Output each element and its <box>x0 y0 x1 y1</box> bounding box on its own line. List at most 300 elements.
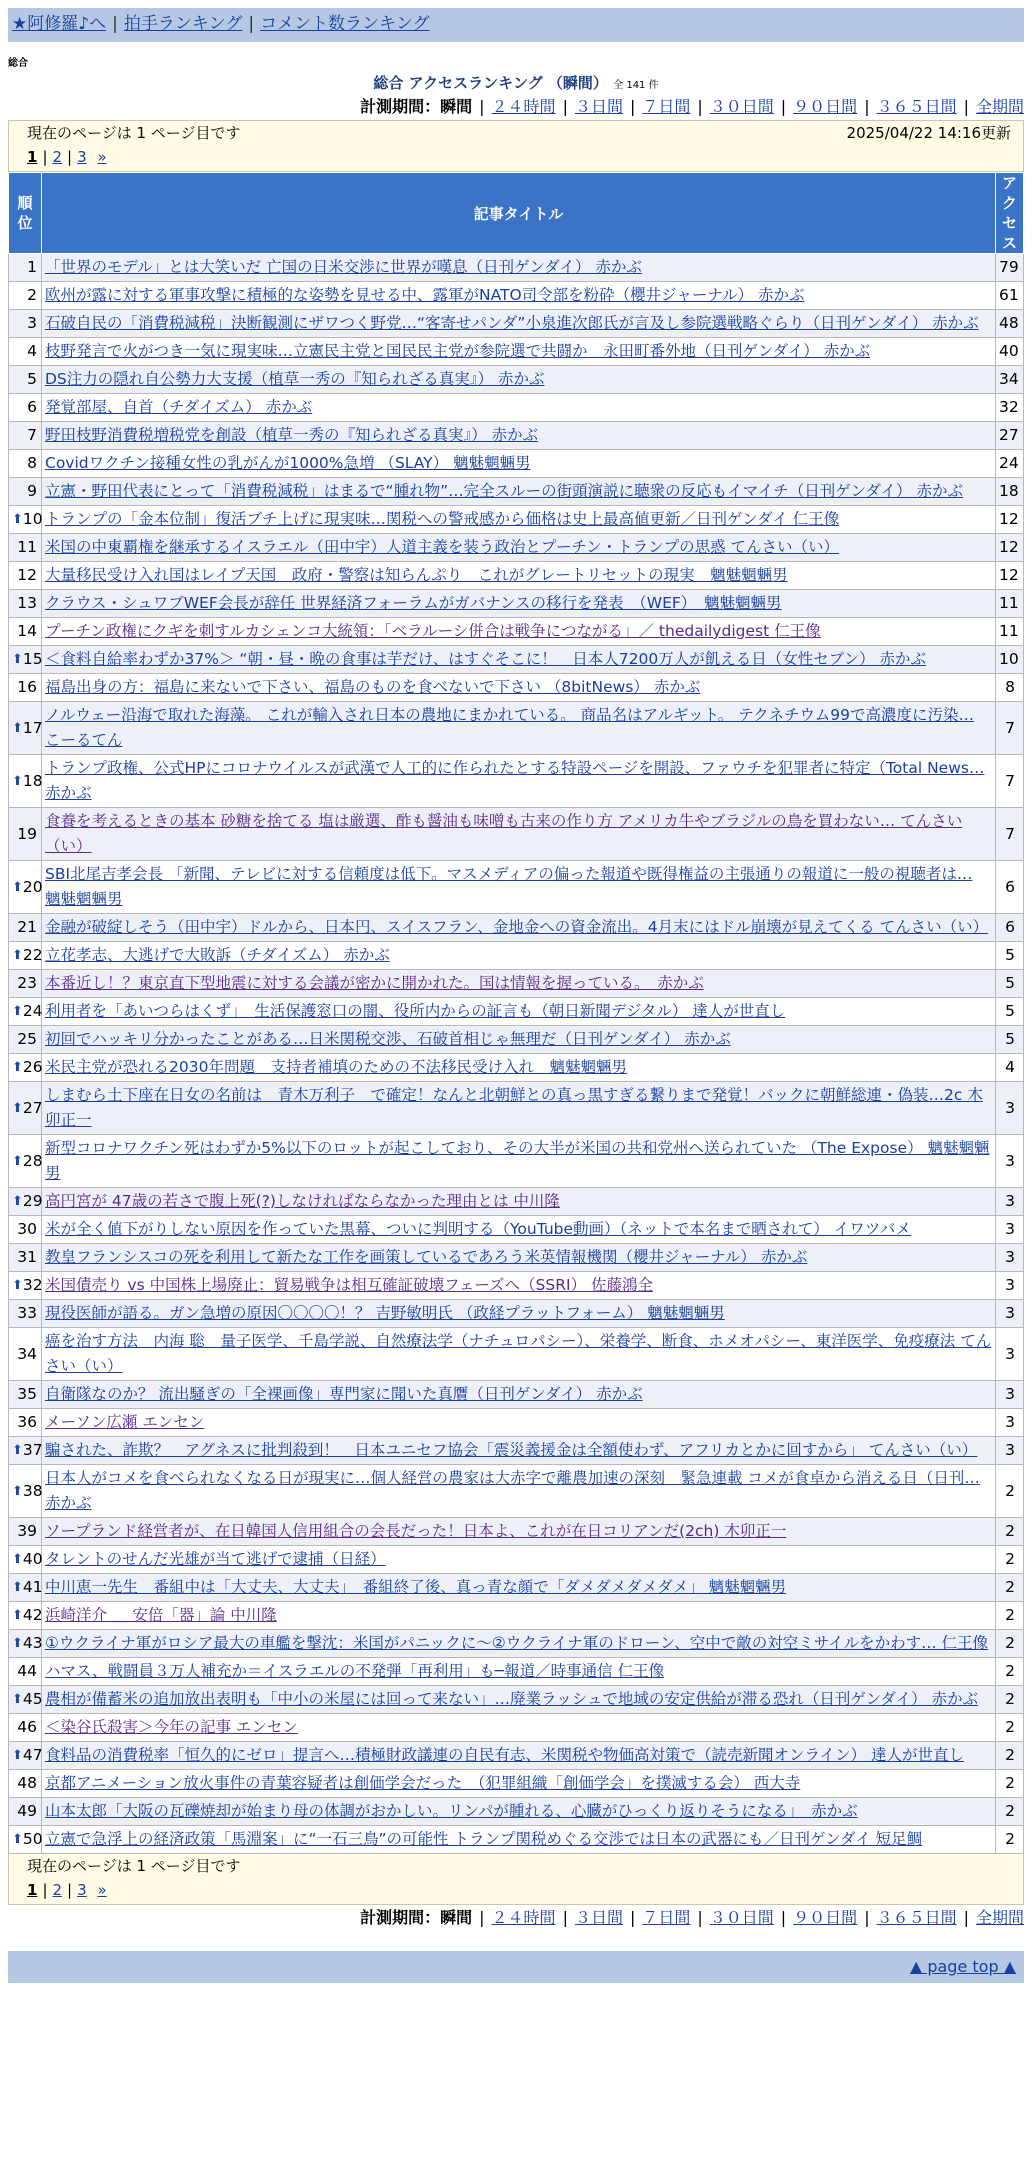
page-info-box-bottom <box>8 1854 1024 1905</box>
pager-separator: | <box>42 1881 48 1899</box>
rank-cell <box>9 254 42 282</box>
article-link[interactable]: ＜食料自給率わずか37%＞ “朝・昼・晩の食事は芋だけ、はすぐそこに！ 日本人7200万人が飢える日（女性セブン） 赤かぶ <box>45 650 927 668</box>
rank-cell <box>9 338 42 366</box>
period-separator: | <box>963 1908 969 1927</box>
up-arrow-icon: ⬆ <box>12 879 23 895</box>
access-count: 18 <box>996 478 1024 506</box>
article-link[interactable]: 中川恵一先生 番組中は「大丈夫、大丈夫」 番組終了後、真っ青な顔で「ダメダメダメダメ」 魑魅魍魎男 <box>45 1578 787 1596</box>
table-row <box>9 646 1024 674</box>
rank-cell <box>9 1465 42 1518</box>
up-arrow-icon: ⬆ <box>12 1483 23 1499</box>
table-row <box>9 562 1024 590</box>
title-cell <box>42 1244 996 1272</box>
rank-number: 1 <box>27 258 37 276</box>
article-link[interactable]: ＜染谷氏殺害＞今年の記事 エンセン <box>45 1718 298 1736</box>
up-arrow-icon: ⬆ <box>12 1278 23 1293</box>
article-link[interactable]: 自衛隊なのか？ 流出騒ぎの「全裸画像」専門家に聞いた真贋（日刊ゲンダイ） 赤かぶ <box>45 1385 643 1403</box>
period-separator: | <box>629 1908 636 1927</box>
period-link[interactable]: ３０日間 <box>709 97 774 116</box>
up-arrow-icon: ⬆ <box>12 1636 23 1651</box>
rank-cell <box>9 1272 42 1300</box>
article-link[interactable]: 米民主党が恐れる2030年問題 支持者補填のための不法移民受け入れ 魑魅魍魎男 <box>45 1058 627 1076</box>
title-cell <box>42 1742 996 1770</box>
access-count: 5 <box>996 942 1024 970</box>
article-link[interactable]: 新型コロナワクチン死はわずか5%以下のロットが起こしており、その大半が米国の共和党州へ送られていた （The Expose） 魑魅魍魎男 <box>45 1139 990 1182</box>
title-cell <box>42 366 996 394</box>
rank-cell <box>9 478 42 506</box>
title-cell <box>42 1272 996 1300</box>
title-cell <box>42 1798 996 1826</box>
title-cell <box>42 1381 996 1409</box>
rank-number: 9 <box>27 482 37 500</box>
table-row <box>9 808 1024 861</box>
rank-number: 34 <box>17 1344 37 1363</box>
up-arrow-icon: ⬆ <box>12 1153 23 1169</box>
access-count: 34 <box>996 366 1024 394</box>
title-cell <box>42 562 996 590</box>
pager-page-link[interactable]: 3 <box>77 148 87 166</box>
rank-cell <box>9 702 42 755</box>
rank-number: 42 <box>22 1606 43 1624</box>
table-row <box>9 1437 1024 1465</box>
rank-number: 10 <box>22 510 43 528</box>
period-separator: | <box>864 97 870 116</box>
access-count: 2 <box>996 1714 1024 1742</box>
rank-number: 26 <box>22 1058 43 1076</box>
article-link[interactable]: 欧州が露に対する軍事攻撃に積極的な姿勢を見せる中、露軍がNATO司令部を粉砕（櫻井ジャーナル） 赤かぶ <box>45 286 805 304</box>
title-cell <box>42 861 996 914</box>
article-link[interactable]: 米国債売り vs 中国株上場廃止：貿易戦争は相互確証破壊フェーズへ（SSRI） 佐藤鴻全 <box>45 1276 654 1294</box>
rank-cell <box>9 1714 42 1742</box>
table-row <box>9 1465 1024 1518</box>
title-cell <box>42 618 996 646</box>
article-link[interactable]: 高円宮が 47歳の若さで腹上死(?)しなければならなかった理由とは 中川隆 <box>45 1192 560 1210</box>
access-count: 27 <box>996 422 1024 450</box>
access-count: 3 <box>996 1437 1024 1465</box>
table-row <box>9 310 1024 338</box>
article-link[interactable]: DS注力の隠れ自公勢力大支援（植草一秀の『知られざる真実』） 赤かぶ <box>45 370 545 388</box>
up-arrow-icon: ⬆ <box>12 1004 23 1019</box>
article-link[interactable]: SBI北尾吉孝会長 「新聞、テレビに対する信頼度は低下。マスメディアの偏った報道や既得権益の主張通りの報道に一般の視聴者は… 魑魅魍魎男 <box>45 865 973 908</box>
article-link[interactable]: 農相が備蓄米の追加放出表明も「中小の米屋には回って来ない」…廃業ラッシュで地域の安定供給が滞る恐れ（日刊ゲンダイ） 赤かぶ <box>45 1690 979 1708</box>
access-count: 6 <box>996 914 1024 942</box>
article-link[interactable]: 立憲・野田代表にとって「消費税減税」はまるで“腫れ物”…完全スルーの街頭演説に聴衆の反応もイマイチ（日刊ゲンダイ） 赤かぶ <box>45 482 963 500</box>
rank-number: 50 <box>22 1830 43 1848</box>
access-count: 12 <box>996 534 1024 562</box>
rank-cell <box>9 861 42 914</box>
table-row <box>9 1026 1024 1054</box>
table-row <box>9 590 1024 618</box>
period-link[interactable]: ７日間 <box>642 97 691 116</box>
rank-number: 4 <box>27 342 37 360</box>
top-nav-bar <box>8 8 1024 42</box>
page-title-text: 総合 アクセスランキング （瞬間） <box>373 74 608 92</box>
up-arrow-icon: ⬆ <box>12 1608 23 1623</box>
access-count: 2 <box>996 1826 1024 1854</box>
pager-top <box>9 145 1023 171</box>
access-count: 24 <box>996 450 1024 478</box>
period-link[interactable]: ２４時間 <box>491 97 556 116</box>
table-row <box>9 1658 1024 1686</box>
access-count: 2 <box>996 1798 1024 1826</box>
period-label: 計測期間： <box>360 1908 441 1927</box>
access-count: 6 <box>996 861 1024 914</box>
rank-number: 38 <box>22 1481 43 1500</box>
pager-page-link[interactable]: 2 <box>52 1881 63 1899</box>
access-count: 3 <box>996 1082 1024 1135</box>
table-row <box>9 394 1024 422</box>
title-cell <box>42 1465 996 1518</box>
access-count: 7 <box>996 808 1024 861</box>
title-cell <box>42 282 996 310</box>
pager-separator: | <box>67 1881 73 1899</box>
rank-number: 32 <box>22 1276 43 1294</box>
rank-cell <box>9 422 42 450</box>
rank-number: 37 <box>22 1441 43 1459</box>
pager-next-link[interactable]: » <box>97 148 107 166</box>
access-header: アクセス <box>996 173 1024 254</box>
rank-cell <box>9 1546 42 1574</box>
up-arrow-icon: ⬆ <box>12 1580 23 1595</box>
rank-number: 27 <box>22 1098 43 1117</box>
article-link[interactable]: ソープランド経営者が、在日韓国人信用組合の会長だった！日本よ、これが在日コリアンだ(2ch) 木卯正一 <box>45 1522 787 1540</box>
rank-cell <box>9 1826 42 1854</box>
title-cell <box>42 1602 996 1630</box>
period-separator: | <box>479 1908 485 1927</box>
table-row <box>9 282 1024 310</box>
title-cell <box>42 534 996 562</box>
rank-number: 33 <box>17 1304 37 1322</box>
table-row <box>9 1135 1024 1188</box>
period-link[interactable]: ３０日間 <box>709 1908 774 1927</box>
table-row <box>9 1054 1024 1082</box>
table-row <box>9 1518 1024 1546</box>
rank-number: 40 <box>22 1550 43 1568</box>
rank-cell <box>9 366 42 394</box>
rank-cell <box>9 562 42 590</box>
access-count: 2 <box>996 1686 1024 1714</box>
access-count: 3 <box>996 1244 1024 1272</box>
period-link[interactable]: ３６５日間 <box>876 1908 957 1927</box>
pager-bottom <box>9 1878 1023 1904</box>
rank-cell <box>9 1328 42 1381</box>
article-link[interactable]: 福島出身の方：福島に来ないで下さい、福島のものを食べないで下さい （8bitNews） 赤かぶ <box>45 678 701 696</box>
title-cell <box>42 1328 996 1381</box>
article-link[interactable]: タレントのせんだ光雄が当て逃げで逮捕（日経） <box>45 1550 386 1568</box>
article-link[interactable]: 金融が破綻しそう（田中宇）ドルから、日本円、スイスフラン、金地金への資金流出。4月末にはドル崩壊が見えてくる てんさい（い） <box>45 918 989 936</box>
article-link[interactable]: 山本太郎「大阪の瓦礫焼却が始まり母の体調がおかしい。リンパが腫れる、心臓がひっくり返りそうになる」 赤かぶ <box>45 1802 858 1820</box>
table-row <box>9 422 1024 450</box>
pager-current-page: 1 <box>27 1881 38 1899</box>
page-title <box>0 72 1032 94</box>
period-separator: | <box>479 97 485 116</box>
pager-next-link[interactable]: » <box>97 1881 107 1899</box>
title-cell <box>42 254 996 282</box>
access-count: 79 <box>996 254 1024 282</box>
access-count: 3 <box>996 1409 1024 1437</box>
title-cell <box>42 590 996 618</box>
article-link[interactable]: トランプの「金本位制」復活ブチ上げに現実味…関税への警戒感から価格は史上最高値更新／日刊ゲンダイ 仁王像 <box>45 510 840 528</box>
rank-cell <box>9 1026 42 1054</box>
article-link[interactable]: 教皇フランシスコの死を利用して新たな工作を画策しているであろう米英情報機関（櫻井ジャーナル） 赤かぶ <box>45 1248 808 1266</box>
pager-page-link[interactable]: 2 <box>52 148 63 166</box>
table-row <box>9 1826 1024 1854</box>
table-row <box>9 1300 1024 1328</box>
table-row <box>9 1272 1024 1300</box>
period-link[interactable]: ３日間 <box>574 97 623 116</box>
access-count: 2 <box>996 1602 1024 1630</box>
title-cell <box>42 646 996 674</box>
access-count: 2 <box>996 1518 1024 1546</box>
rank-cell <box>9 1381 42 1409</box>
article-link[interactable]: 米が全く値下がりしない原因を作っていた黒幕、ついに判明する（YouTube動画）（ネットで本名まで晒されて） イワツバメ <box>45 1220 911 1238</box>
access-count: 5 <box>996 970 1024 998</box>
title-cell <box>42 914 996 942</box>
title-cell <box>42 1054 996 1082</box>
rank-number: 24 <box>22 1002 43 1020</box>
access-count: 7 <box>996 755 1024 808</box>
article-link[interactable]: 京都アニメーション放火事件の青葉容疑者は創価学会だった （犯罪組織「創価学会」を撲滅する会） 西大寺 <box>45 1774 801 1792</box>
table-row <box>9 618 1024 646</box>
rank-number: 23 <box>17 974 37 992</box>
article-link[interactable]: 食料品の消費税率「恒久的にゼロ」提言へ…積極財政議連の自民有志、米関税や物価高対策で（読売新聞オンライン） 達人が世直し <box>45 1746 964 1764</box>
rank-number: 29 <box>22 1192 43 1210</box>
rank-cell <box>9 1770 42 1798</box>
article-link[interactable]: 浜崎洋介 ＿ 安倍「器」論 中川隆 <box>45 1606 277 1624</box>
article-link[interactable]: メーソン広瀬 エンセン <box>45 1413 205 1431</box>
table-row <box>9 534 1024 562</box>
rank-number: 5 <box>27 370 37 388</box>
pager-page-link[interactable]: 3 <box>77 1881 87 1899</box>
table-row <box>9 1328 1024 1381</box>
article-link[interactable]: 利用者を「あいつらはくず」 生活保護窓口の闇、役所内からの証言も（朝日新聞デジタル） 達人が世直し <box>45 1002 786 1020</box>
pager-current-page: 1 <box>27 148 38 166</box>
bottom-bar <box>8 1951 1024 1983</box>
period-separator: | <box>562 1908 568 1927</box>
article-link[interactable]: 癌を治す方法 内海 聡 量子医学、千島学説、自然療法学（ナチュロパシー）、栄養学、断食、ホメオパシー、東洋医学、免疫療法 てんさい（い） <box>45 1332 992 1375</box>
page-top-link[interactable]: ▲ page top ▲ <box>909 1957 1016 1976</box>
nav-separator: | <box>248 14 255 34</box>
rank-cell <box>9 310 42 338</box>
rank-number: 46 <box>17 1718 37 1736</box>
article-link[interactable]: 立花孝志、大逃げで大敗訴（チダイズム） 赤かぶ <box>45 946 390 964</box>
rank-cell <box>9 1082 42 1135</box>
article-link[interactable]: 食養を考えるときの基本 砂糖を捨てる 塩は厳選、酢も醤油も味噌も古来の作り方 アメリカ牛やブラジルの鳥を買わない… てんさい（い） <box>45 812 963 855</box>
rank-cell <box>9 1658 42 1686</box>
period-link[interactable]: ３６５日間 <box>876 97 957 116</box>
clap-ranking-link[interactable]: 拍手ランキング <box>123 14 243 34</box>
section-label: 総合 <box>8 58 28 69</box>
article-link[interactable]: 野田枝野消費税増税党を創設（植草一秀の『知られざる真実』） 赤かぶ <box>45 426 539 444</box>
rank-number: 44 <box>17 1662 37 1680</box>
current-page-text: 現在のページは 1 ページ目です <box>27 124 241 142</box>
table-row <box>9 914 1024 942</box>
article-link[interactable]: クラウス・シュワブWEF会長が辞任 世界経済フォーラムがガバナンスの移行を発表 （WEF） 魑魅魍魎男 <box>45 594 782 612</box>
ranking-rows <box>9 254 1024 1854</box>
period-link[interactable]: ９０日間 <box>793 97 858 116</box>
rank-number: 7 <box>27 426 37 444</box>
period-link[interactable]: ９０日間 <box>793 1908 858 1927</box>
access-count: 3 <box>996 1272 1024 1300</box>
access-count: 32 <box>996 394 1024 422</box>
rank-cell <box>9 1742 42 1770</box>
up-arrow-icon: ⬆ <box>12 512 23 527</box>
rank-cell <box>9 618 42 646</box>
table-row <box>9 1798 1024 1826</box>
title-cell <box>42 1826 996 1854</box>
title-cell <box>42 1574 996 1602</box>
article-link[interactable]: 「世界のモデル」とは大笑いだ 亡国の日米交渉に世界が嘆息（日刊ゲンダイ） 赤かぶ <box>45 258 642 276</box>
rank-cell <box>9 1518 42 1546</box>
table-row <box>9 942 1024 970</box>
period-link[interactable]: ２４時間 <box>491 1908 556 1927</box>
table-row <box>9 755 1024 808</box>
access-count: 5 <box>996 1026 1024 1054</box>
access-count: 5 <box>996 998 1024 1026</box>
rank-number: 22 <box>22 946 43 964</box>
period-selector-bottom <box>0 1905 1032 1931</box>
article-link[interactable]: ノルウェー沿海で取れた海藻。 これが輸入され日本の農地にまかれている。 商品名はアルギット。 テクネチウム99で高濃度に汚染… こーるてん <box>45 706 975 749</box>
article-link[interactable]: 本番近し！？東京直下型地震に対する会議が密かに開かれた。国は情報を握っている。 赤かぶ <box>45 974 704 992</box>
rank-cell <box>9 1602 42 1630</box>
period-link[interactable]: ７日間 <box>642 1908 691 1927</box>
table-row <box>9 1244 1024 1272</box>
period-link[interactable]: 全期間 <box>975 1908 1024 1927</box>
title-header: 記事タイトル <box>42 173 996 254</box>
table-row <box>9 1216 1024 1244</box>
article-link[interactable]: 日本人がコメを食べられなくなる日が現実に…個人経営の農家は大赤字で離農加速の深刻 緊急連載 コメが食卓から消える日（日刊… 赤かぶ <box>45 1469 980 1512</box>
up-arrow-icon: ⬆ <box>12 1194 23 1209</box>
rank-number: 41 <box>22 1578 43 1596</box>
ranking-table <box>8 172 1024 1854</box>
up-arrow-icon: ⬆ <box>12 1832 23 1847</box>
period-link[interactable]: 全期間 <box>975 97 1024 116</box>
rank-number: 11 <box>17 538 37 556</box>
article-link[interactable]: 現役医師が語る。ガン急増の原因〇〇〇〇！？ 吉野敏明氏 （政経プラットフォーム） 魑魅魍魎男 <box>45 1304 725 1322</box>
rank-cell <box>9 808 42 861</box>
comment-ranking-link[interactable]: コメント数ランキング <box>260 14 430 34</box>
rank-cell <box>9 1188 42 1216</box>
article-link[interactable]: しまむら土下座在日女の名前は 青木万利子 で確定！なんと北朝鮮との真っ黒すぎる繋りまで発覚！バックに朝鮮総連・偽装…2c 木卯正一 <box>45 1086 983 1129</box>
title-cell <box>42 674 996 702</box>
rank-number: 45 <box>22 1690 43 1708</box>
rank-cell <box>9 1409 42 1437</box>
up-arrow-icon: ⬆ <box>12 1552 23 1567</box>
rank-number: 15 <box>22 650 43 668</box>
title-cell <box>42 1082 996 1135</box>
access-count: 2 <box>996 1574 1024 1602</box>
rank-cell <box>9 1054 42 1082</box>
access-count: 2 <box>996 1546 1024 1574</box>
rank-number: 48 <box>17 1774 37 1792</box>
rank-number: 30 <box>17 1220 37 1238</box>
access-count: 3 <box>996 1300 1024 1328</box>
article-link[interactable]: 立憲で急浮上の経済政策「馬淵案」に“一石三鳥”の可能性 トランプ関税めぐる交渉では日本の武器にも／日刊ゲンダイ 短足鯛 <box>45 1830 923 1848</box>
title-cell <box>42 1135 996 1188</box>
access-count: 10 <box>996 646 1024 674</box>
article-link[interactable]: ハマス、戦闘員３万人補充か＝イスラエルの不発弾「再利用」も─報道／時事通信 仁王像 <box>45 1662 665 1680</box>
rank-number: 36 <box>17 1413 37 1431</box>
title-cell <box>42 1714 996 1742</box>
article-link[interactable]: 米国の中東覇権を継承するイスラエル（田中宇）人道主義を装う政治とプーチン・トランプの思惑 てんさい（い） <box>45 538 840 556</box>
access-count: 7 <box>996 702 1024 755</box>
rank-number: 6 <box>27 398 37 416</box>
period-separator: | <box>697 97 703 116</box>
table-row <box>9 1770 1024 1798</box>
access-count: 4 <box>996 1054 1024 1082</box>
rank-cell <box>9 1135 42 1188</box>
rank-number: 13 <box>17 594 37 612</box>
title-cell <box>42 1300 996 1328</box>
page-info-box <box>8 120 1024 172</box>
title-cell <box>42 394 996 422</box>
rank-number: 16 <box>17 678 37 696</box>
period-current: 瞬間 <box>440 1908 473 1927</box>
rank-cell <box>9 998 42 1026</box>
article-link[interactable]: 枝野発言で火がつき一気に現実味…立憲民主党と国民民主党が参院選で共闘か 永田町番外地（日刊ゲンダイ） 赤かぶ <box>45 342 871 360</box>
table-row <box>9 1574 1024 1602</box>
article-link[interactable]: 騙された、詐欺？ アグネスに批判殺到！ 日本ユニセフ協会「震災義援金は全額使わず、アフリカとかに回すから」 てんさい（い） <box>45 1441 978 1459</box>
rank-number: 21 <box>17 918 37 936</box>
title-cell <box>42 1686 996 1714</box>
access-count: 61 <box>996 282 1024 310</box>
article-link[interactable]: 大量移民受け入れ国はレイプ天国 政府・警察は知らんぷり これがグレートリセットの現実 魑魅魍魎男 <box>45 566 788 584</box>
up-arrow-icon: ⬆ <box>12 652 23 667</box>
period-separator: | <box>629 97 636 116</box>
access-count: 11 <box>996 590 1024 618</box>
up-arrow-icon: ⬆ <box>12 948 23 963</box>
rank-cell <box>9 1437 42 1465</box>
title-cell <box>42 755 996 808</box>
total-count: 全 141 件 <box>613 80 659 91</box>
article-link[interactable]: トランプ政権、公式HPにコロナウイルスが武漢で人工的に作られたとする特設ページを開設、ファウチを犯罪者に特定（Total News… 赤かぶ <box>45 759 985 802</box>
period-separator: | <box>780 1908 787 1927</box>
period-link[interactable]: ３日間 <box>574 1908 623 1927</box>
table-row <box>9 998 1024 1026</box>
table-row <box>9 366 1024 394</box>
table-row <box>9 1686 1024 1714</box>
rank-cell <box>9 755 42 808</box>
article-link[interactable]: ①ウクライナ軍がロシア最大の車艦を撃沈：米国がパニックに〜②ウクライナ軍のドローン、空中で敵の対空ミサイルをかわす… 仁王像 <box>45 1634 989 1652</box>
table-row <box>9 1630 1024 1658</box>
rank-number: 8 <box>27 454 37 472</box>
title-cell <box>42 1770 996 1798</box>
rank-cell <box>9 282 42 310</box>
rank-number: 19 <box>17 824 37 843</box>
access-count: 48 <box>996 310 1024 338</box>
article-link[interactable]: 石破自民の「消費税減税」決断観測にザワつく野党…“客寄せパンダ”小泉進次郎氏が言及し参院選戦略ぐらり（日刊ゲンダイ） 赤かぶ <box>45 314 979 332</box>
article-link[interactable]: Covidワクチン接種女性の乳がんが1000%急増 （SLAY） 魑魅魍魎男 <box>45 454 531 472</box>
updated-timestamp: 2025/04/22 14:16更新 <box>846 124 1011 142</box>
period-separator: | <box>780 97 787 116</box>
table-row <box>9 1188 1024 1216</box>
current-page-text-bottom: 現在のページは 1 ページ目です <box>27 1857 241 1875</box>
title-cell <box>42 702 996 755</box>
article-link[interactable]: 発覚部屋、自首（チダイズム） 赤かぶ <box>45 398 313 416</box>
period-label: 計測期間： <box>360 97 441 116</box>
article-link[interactable]: プーチン政権にクギを刺すルカシェンコ大統領：「ベラルーシ併合は戦争につながる」／ thedailydigest 仁王像 <box>45 622 821 640</box>
article-link[interactable]: 初回でハッキリ分かったことがある…日米関税交渉、石破首相じゃ無理だ（日刊ゲンダイ） 赤かぶ <box>45 1030 731 1048</box>
rank-number: 25 <box>17 1030 37 1048</box>
access-count: 12 <box>996 562 1024 590</box>
rank-number: 18 <box>22 771 43 790</box>
title-cell <box>42 942 996 970</box>
home-link[interactable]: ★阿修羅♪へ <box>12 14 107 34</box>
table-row <box>9 1409 1024 1437</box>
rank-cell <box>9 942 42 970</box>
period-separator: | <box>963 97 969 116</box>
title-cell <box>42 338 996 366</box>
